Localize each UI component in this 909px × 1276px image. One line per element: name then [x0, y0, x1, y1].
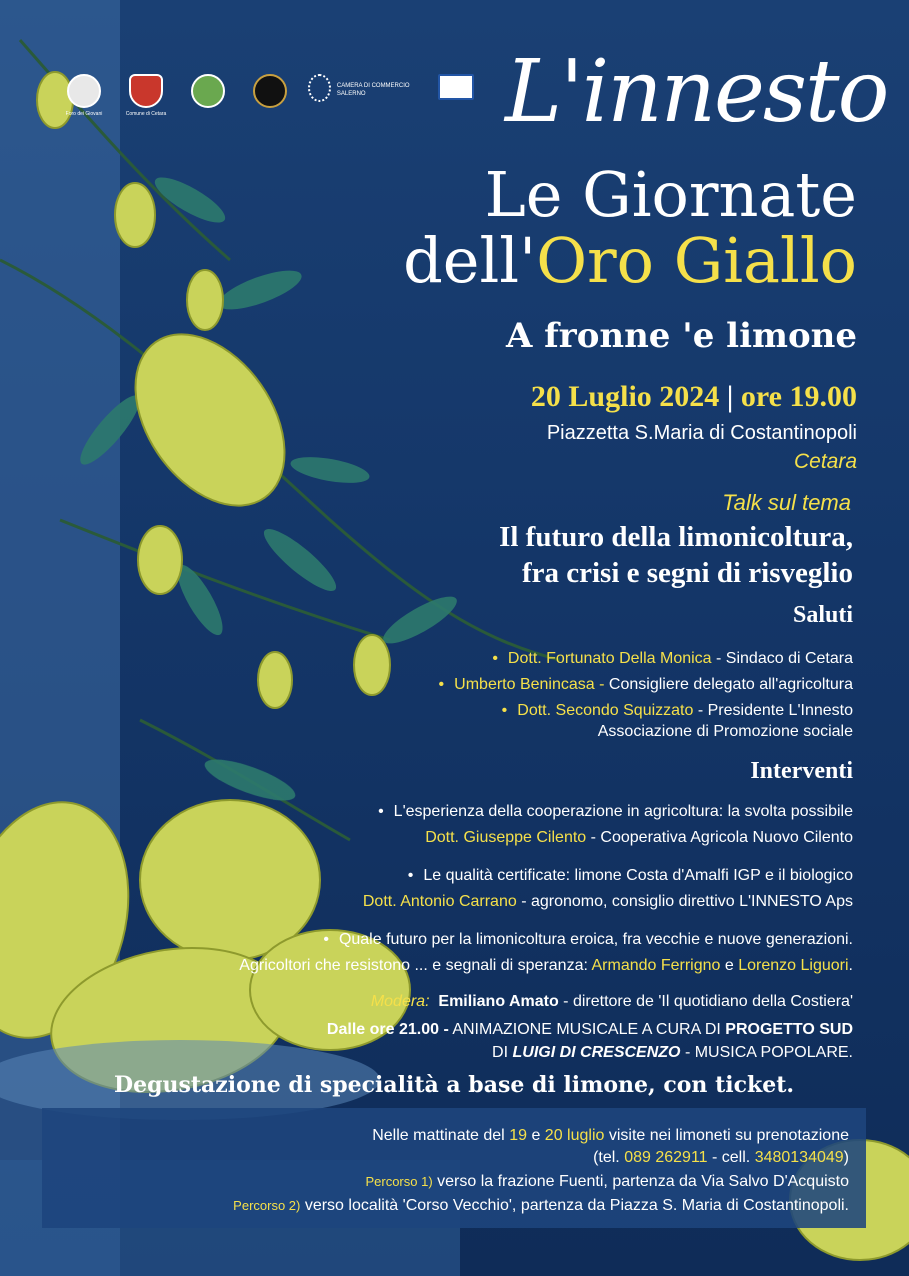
topic-text: L'esperienza della cooperazione in agricoltura: la svolta possibile — [393, 803, 853, 820]
music-line-1 — [327, 1021, 853, 1039]
intervento-topic — [408, 867, 853, 885]
theme-line-1: Il futuro della limonicoltura, — [499, 521, 853, 553]
saluti-role: - Presidente L'Innesto — [697, 702, 853, 719]
bullet-icon: • — [438, 676, 445, 693]
route-1-line — [365, 1173, 849, 1191]
bullet-icon: • — [501, 702, 508, 719]
speaker-name: Dott. Antonio Carrano — [362, 893, 517, 910]
saluti-item — [502, 702, 853, 720]
logo-seal — [246, 74, 294, 108]
lemon — [138, 526, 182, 594]
speaker-role: - agronomo, consiglio direttivo L'INNESTO Aps — [521, 893, 853, 910]
intervento-speaker — [425, 829, 853, 847]
saluti-item — [492, 650, 853, 668]
event-subtitle: A fronne 'e limone — [505, 316, 857, 356]
saluti-name: Dott. Secondo Squizzato — [517, 702, 694, 719]
visits-day: 19 — [509, 1127, 527, 1144]
lemon — [187, 270, 223, 330]
visits-conj: e — [531, 1127, 541, 1144]
visits-text: visite nei limoneti su prenotazione — [608, 1127, 849, 1144]
bullet-icon: • — [407, 867, 414, 884]
logo-caption: CAMERA DI COMMERCIO SALERNO — [336, 82, 410, 97]
title-line-2 — [403, 224, 857, 297]
intervento-speaker — [239, 957, 853, 975]
saluti-heading: Saluti — [792, 602, 853, 628]
route-text: verso località 'Corso Vecchio', partenza da Piazza S. Maria di Costantinopoli. — [304, 1197, 849, 1214]
music-text: ANIMAZIONE MUSICALE A CURA DI — [452, 1021, 721, 1038]
visits-contact-line — [593, 1149, 849, 1167]
logo-foro — [60, 74, 108, 117]
punctuation: . — [848, 957, 853, 974]
visits-line-1 — [372, 1127, 849, 1145]
music-genre: - MUSICA POPOLARE. — [684, 1044, 853, 1061]
moderator-name: Emiliano Amato — [438, 993, 559, 1010]
round-seal-icon — [253, 74, 287, 108]
music-group: PROGETTO SUD — [725, 1021, 853, 1038]
green-emblem-icon — [191, 74, 225, 108]
saluti-name: Dott. Fortunato Della Monica — [507, 650, 712, 667]
logo-comune — [122, 74, 170, 117]
logo-caption: Foro dei Giovani — [65, 111, 103, 117]
saluti-item — [439, 676, 853, 694]
event-date — [531, 380, 857, 414]
visits-day: 20 luglio — [544, 1127, 605, 1144]
title-highlight: Oro Giallo — [536, 224, 857, 297]
date-text: 20 Luglio 2024 — [530, 380, 720, 413]
logo-region — [432, 74, 480, 100]
music-text: DI — [492, 1044, 509, 1061]
topic-text: Quale futuro per la limonicoltura eroica, fra vecchie e nuove generazioni. — [338, 931, 853, 948]
sponsor-logos — [60, 74, 480, 134]
interventi-heading: Interventi — [750, 758, 853, 784]
logo-chamber — [308, 74, 418, 102]
moderator-label: Modera: — [370, 993, 430, 1010]
cell-number[interactable]: 3480134049 — [754, 1149, 844, 1166]
lemon — [258, 652, 292, 708]
saluti-role-line-2: Associazione di Promozione sociale — [597, 723, 853, 740]
logo-green — [184, 74, 232, 108]
music-artist: LUIGI DI CRESCENZO — [512, 1044, 681, 1061]
route-label: Percorso 1) — [365, 1174, 433, 1189]
topic-text-2: Agricoltori che resistono ... e segnali di speranza: — [239, 957, 588, 974]
saluti-name: Umberto Benincasa - — [454, 676, 605, 693]
logo-caption: Comune di Cetara — [125, 111, 167, 117]
moderator-line — [371, 993, 853, 1011]
event-city: Cetara — [793, 450, 857, 473]
saluti-role: - Sindaco di Cetara — [716, 650, 853, 667]
region-logo-icon — [438, 74, 474, 100]
lemon — [105, 307, 316, 534]
visits-text: Nelle mattinate del — [372, 1127, 505, 1144]
event-title — [403, 158, 857, 297]
conj: e — [724, 957, 734, 974]
saluti-role: Consigliere delegato all'agricoltura — [608, 676, 853, 693]
talk-theme — [333, 519, 853, 591]
intervento-topic — [323, 931, 853, 949]
speaker-name: Lorenzo Liguori — [738, 957, 849, 974]
comune-crest-icon — [129, 74, 163, 108]
bullet-icon: • — [492, 650, 498, 667]
bullet-icon: • — [378, 803, 384, 820]
time-text: ore 19.00 — [740, 380, 857, 413]
tel-label: (tel. — [593, 1149, 620, 1166]
date-separator: | — [726, 380, 734, 413]
route-label: Percorso 2) — [233, 1198, 301, 1213]
phone-number[interactable]: 089 262911 — [624, 1149, 708, 1166]
tasting-note: Degustazione di specialità a base di limone, con ticket. — [114, 1072, 795, 1098]
bullet-icon: • — [323, 931, 329, 948]
cell-label: - cell. — [712, 1149, 751, 1166]
intervento-topic — [378, 803, 853, 821]
punctuation: ) — [843, 1149, 849, 1166]
route-2-line — [233, 1197, 849, 1215]
theme-line-2: fra crisi e segni di risveglio — [521, 557, 853, 589]
route-text: verso la frazione Fuenti, partenza da Via Salvo D'Acquisto — [437, 1173, 849, 1190]
talk-label: Talk sul tema — [722, 490, 851, 515]
title-line-1: Le Giornate — [484, 158, 857, 231]
title-prefix: dell' — [403, 224, 537, 297]
chamber-logo-icon — [308, 74, 331, 102]
speaker-name: Dott. Giuseppe Cilento — [425, 829, 587, 846]
music-time: Dalle ore 21.00 - — [326, 1021, 449, 1038]
topic-text: Le qualità certificate: limone Costa d'Amalfi IGP e il biologico — [423, 867, 853, 884]
lemon — [354, 635, 390, 695]
municipal-crest-icon — [67, 74, 101, 108]
speaker-role: - Cooperativa Agricola Nuovo Cilento — [590, 829, 853, 846]
music-line-2 — [492, 1044, 853, 1062]
brand-logo: L'innesto — [505, 42, 888, 142]
event-place: Piazzetta S.Maria di Costantinopoli — [546, 422, 857, 444]
intervento-speaker — [363, 893, 853, 911]
lemon — [115, 183, 155, 247]
moderator-role: - direttore de 'Il quotidiano della Costiera' — [563, 993, 853, 1010]
speaker-name: Armando Ferrigno — [591, 957, 721, 974]
